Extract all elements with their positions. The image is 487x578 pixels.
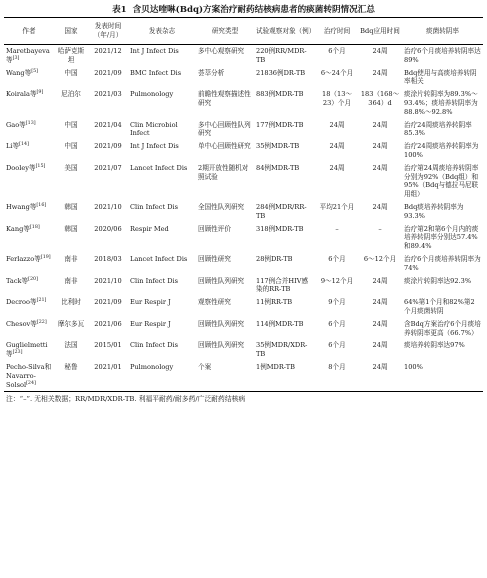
subjects-cell-text: 28例DR-TB [256, 254, 293, 263]
reference-marker: [5] [31, 68, 38, 74]
conversion-cell-text: 治疗6个月痰培养转阴率为74% [404, 254, 481, 272]
pub-time-cell [88, 296, 128, 318]
bdq-time-cell-text: 24周 [372, 163, 388, 172]
journal-cell [128, 119, 196, 141]
duration-cell [316, 318, 358, 340]
table-header-row [4, 18, 483, 45]
pub-time-cell [88, 67, 128, 89]
duration-cell-text: 24周 [329, 142, 345, 151]
subjects-cell-text: 883例MDR-TB [256, 90, 304, 99]
header-pub-time: 发表时间（年/月） [88, 18, 128, 45]
author-cell-text: Wang等 [6, 68, 32, 77]
bdq-time-cell-text: – [378, 224, 382, 233]
journal-cell-text: Int J Infect Dis [130, 142, 179, 151]
pub-time-cell [88, 119, 128, 141]
study-type-cell [196, 361, 254, 392]
country-cell-text: 南非 [64, 254, 78, 263]
study-type-cell [196, 201, 254, 223]
conversion-cell [402, 296, 483, 318]
bdq-time-cell [358, 339, 402, 361]
subjects-cell-text: 177例MDR-TB [256, 120, 304, 129]
country-cell [54, 201, 88, 223]
duration-cell [316, 162, 358, 201]
conversion-cell-text: 治疗第2和第6个月内的痰培养转阴率分别达57.4%和89.4% [404, 224, 479, 251]
country-cell [54, 275, 88, 297]
country-cell-text: 韩国 [64, 224, 78, 233]
study-type-cell-text: 2期开放性随机对照试验 [198, 163, 249, 181]
table-row [4, 339, 483, 361]
table-row [4, 67, 483, 89]
table-number: 表1 [112, 5, 127, 15]
conversion-cell [402, 119, 483, 141]
subjects-cell-text: 84例MDR-TB [256, 163, 300, 172]
conversion-cell-text: 治疗6个月痰培养转阴率达89% [404, 47, 481, 64]
country-cell-text: 韩国 [64, 202, 78, 211]
pub-time-cell [88, 223, 128, 253]
table-row [4, 140, 483, 162]
study-type-cell-text: 回顾性队列研究 [198, 341, 245, 350]
pub-time-cell-text: 2021/09 [94, 298, 122, 307]
bdq-time-cell-text: 24周 [372, 47, 388, 55]
pub-time-cell [88, 201, 128, 223]
conversion-cell [402, 140, 483, 162]
duration-cell-text: 6个月 [328, 341, 346, 350]
journal-cell-text: Pulmonology [130, 90, 174, 99]
country-cell [54, 119, 88, 141]
country-cell [54, 223, 88, 253]
table-row [4, 318, 483, 340]
bdq-time-cell-text: 24周 [372, 319, 388, 328]
author-cell [4, 361, 54, 392]
country-cell [54, 45, 88, 67]
author-cell [4, 318, 54, 340]
pub-time-cell [88, 45, 128, 67]
journal-cell-text: Clin Infect Dis [130, 276, 179, 285]
study-type-cell [196, 45, 254, 67]
pub-time-cell-text: 2021/10 [94, 276, 122, 285]
bdq-time-cell [358, 318, 402, 340]
study-type-cell [196, 275, 254, 297]
study-type-cell [196, 119, 254, 141]
study-type-cell-text: 回顾性评价 [198, 224, 231, 233]
author-cell-text: Koirala等 [6, 90, 37, 99]
conversion-cell [402, 318, 483, 340]
study-type-cell [196, 162, 254, 201]
duration-cell [316, 201, 358, 223]
subjects-cell [254, 275, 316, 297]
journal-cell [128, 88, 196, 118]
table-row [4, 275, 483, 297]
journal-cell [128, 361, 196, 392]
country-cell-text: 中国 [64, 68, 78, 77]
pub-time-cell [88, 361, 128, 392]
duration-cell-text: 9～12个月 [320, 276, 354, 285]
pub-time-cell-text: 2021/07 [94, 163, 122, 172]
subjects-cell-text: 35例MDR-TB [256, 142, 300, 151]
journal-cell-text: Lancet Infect Dis [130, 254, 188, 263]
subjects-cell-text: 114例MDR-TB [256, 319, 304, 328]
conversion-cell-text: 治疗第24周痰培养转阴率分别为92%（Bdq组）和95%（Bdq与德拉马尼联用组） [404, 163, 479, 199]
journal-cell-text: Clin Microbiol Infect [130, 120, 178, 138]
conversion-cell-text: Bdq痰培养转阴率为93.3% [404, 202, 464, 220]
study-type-cell-text: 多中心回顾性队列研究 [198, 120, 251, 138]
bdq-time-cell-text: 24周 [372, 142, 388, 151]
pub-time-cell-text: 2015/01 [94, 341, 122, 350]
study-type-cell [196, 339, 254, 361]
duration-cell [316, 223, 358, 253]
author-cell-text: Hwang等 [6, 202, 37, 211]
country-cell [54, 296, 88, 318]
country-cell-text: 比利时 [61, 298, 81, 307]
conversion-cell [402, 275, 483, 297]
journal-cell [128, 253, 196, 275]
study-type-cell [196, 318, 254, 340]
duration-cell [316, 45, 358, 67]
pub-time-cell [88, 318, 128, 340]
conversion-cell-text: 治疗24周痰培养转阴率85.3% [404, 120, 472, 138]
table-row [4, 119, 483, 141]
duration-cell [316, 67, 358, 89]
reference-marker: [21] [36, 298, 47, 304]
study-type-cell-text: 观察性研究 [198, 298, 231, 307]
conversion-cell-text: 64%第1个月和82%第2个月痰菌转阴 [404, 298, 475, 315]
conversion-cell [402, 201, 483, 223]
conversion-cell-text: 痰涂片转阴率达92.3% [404, 276, 472, 285]
author-cell-text: Chesov等 [6, 319, 37, 328]
author-cell [4, 140, 54, 162]
duration-cell-text: 6～24个月 [320, 68, 354, 77]
country-cell-text: 摩尔多瓦 [57, 319, 85, 328]
author-cell [4, 275, 54, 297]
bdq-time-cell-text: 24周 [372, 120, 388, 129]
subjects-cell [254, 119, 316, 141]
author-cell [4, 67, 54, 89]
subjects-cell [254, 318, 316, 340]
journal-cell [128, 162, 196, 201]
subjects-cell-text: 220例RR/MDR-TB [256, 47, 307, 64]
journal-cell-text: Clin Infect Dis [130, 202, 179, 211]
conversion-cell-text: 痰培养转阴率达97% [404, 341, 465, 350]
subjects-cell [254, 339, 316, 361]
study-type-cell-text: 单中心回顾性研究 [198, 142, 251, 151]
journal-cell-text: Respir Med [130, 224, 169, 233]
reference-marker: [14] [19, 142, 29, 148]
table-caption [4, 4, 483, 17]
country-cell [54, 361, 88, 392]
bdq-time-cell [358, 88, 402, 118]
journal-cell-text: BMC Infect Dis [130, 68, 182, 77]
duration-cell [316, 119, 358, 141]
author-cell [4, 339, 54, 361]
header-subjects: 试验观察对象（例） [254, 18, 316, 45]
subjects-cell-text: 11例RR-TB [256, 298, 293, 307]
table-row [4, 88, 483, 118]
subjects-cell-text: 35例MDR/XDR-TB [256, 341, 308, 359]
author-cell-text: Kang等 [6, 224, 30, 233]
author-cell-text: Pecho-Silva和Navarro-Solsol [6, 362, 52, 389]
country-cell-text: 南非 [64, 276, 78, 285]
pub-time-cell-text: 2021/10 [94, 202, 122, 211]
journal-cell-text: Lancet Infect Dis [130, 163, 188, 172]
study-type-cell-text: 回顾性队列研究 [198, 319, 245, 328]
study-type-cell [196, 296, 254, 318]
bdq-time-cell [358, 275, 402, 297]
table-row [4, 45, 483, 67]
subjects-cell [254, 140, 316, 162]
journal-cell [128, 275, 196, 297]
duration-cell-text: 18（13～23）个月 [322, 90, 352, 107]
study-type-cell [196, 223, 254, 253]
study-type-cell [196, 253, 254, 275]
table-row [4, 201, 483, 223]
author-cell-text: Li等 [6, 142, 20, 151]
subjects-cell-text: 1例MDR-TB [256, 362, 296, 371]
subjects-cell [254, 223, 316, 253]
journal-cell-text: Clin Infect Dis [130, 341, 179, 350]
reference-marker: [16] [36, 202, 47, 208]
duration-cell-text: 8个月 [328, 362, 346, 371]
header-journal: 发表杂志 [128, 18, 196, 45]
author-cell-text: Ferlazzo等 [6, 254, 41, 263]
duration-cell [316, 361, 358, 392]
journal-cell [128, 45, 196, 67]
table-body [4, 45, 483, 392]
conversion-cell-text: 含Bdq方案治疗6个月痰培养转阴率更高（66.7%） [404, 319, 481, 337]
header-author: 作者 [4, 18, 54, 45]
pub-time-cell-text: 2021/04 [94, 120, 122, 129]
reference-marker: [15] [35, 163, 46, 169]
duration-cell-text: 24周 [329, 163, 345, 172]
duration-cell [316, 140, 358, 162]
conversion-cell [402, 45, 483, 67]
reference-marker: [3] [12, 55, 20, 61]
bdq-time-cell-text: 24周 [372, 202, 388, 211]
pub-time-cell [88, 275, 128, 297]
duration-cell-text: 平均21个月 [319, 202, 355, 211]
author-cell-text: Guglielmetti等 [6, 341, 48, 359]
bdq-time-cell [358, 253, 402, 275]
study-type-cell-text: 回顾性研究 [198, 254, 231, 263]
bdq-time-cell-text: 6～12个月 [363, 254, 397, 263]
country-cell [54, 318, 88, 340]
pub-time-cell [88, 339, 128, 361]
country-cell [54, 67, 88, 89]
conversion-cell-text: Bdq使用与高痰培养转阴率相关 [404, 68, 477, 86]
conversion-cell-text: 治疗24周痰培养转阴率为100% [404, 142, 479, 159]
author-cell [4, 253, 54, 275]
author-cell [4, 223, 54, 253]
author-cell [4, 162, 54, 201]
author-cell [4, 88, 54, 118]
journal-cell [128, 296, 196, 318]
study-type-cell-text: 回顾性队列研究 [198, 276, 245, 285]
table-row [4, 223, 483, 253]
subjects-cell-text: 21836例DR-TB [256, 68, 306, 77]
country-cell [54, 140, 88, 162]
duration-cell [316, 296, 358, 318]
pub-time-cell-text: 2021/09 [94, 68, 122, 77]
journal-cell-text: Pulmonology [130, 362, 174, 371]
author-cell-text: Decroo等 [6, 298, 37, 307]
country-cell [54, 162, 88, 201]
header-duration: 治疗时间 [316, 18, 358, 45]
bdq-time-cell-text: 183（168～364）d [360, 90, 400, 107]
header-bdq-time: Bdq应用时间 [358, 18, 402, 45]
bdq-time-cell [358, 119, 402, 141]
country-cell-text: 中国 [64, 142, 78, 151]
reference-marker: [9] [36, 90, 44, 96]
journal-cell-text: Eur Respir J [130, 319, 171, 328]
country-cell [54, 88, 88, 118]
pub-time-cell [88, 140, 128, 162]
pub-time-cell [88, 253, 128, 275]
study-type-cell-text: 荟萃分析 [198, 68, 225, 77]
journal-cell [128, 318, 196, 340]
author-cell-text: Tack等 [6, 276, 29, 285]
pub-time-cell [88, 88, 128, 118]
country-cell [54, 339, 88, 361]
conversion-cell [402, 223, 483, 253]
study-type-cell [196, 140, 254, 162]
country-cell-text: 中国 [64, 120, 78, 129]
pub-time-cell [88, 162, 128, 201]
conversion-cell [402, 67, 483, 89]
conversion-cell [402, 361, 483, 392]
reference-marker: [23] [12, 350, 23, 356]
journal-cell [128, 67, 196, 89]
duration-cell-text: 24周 [329, 120, 345, 129]
country-cell [54, 253, 88, 275]
reference-marker: [24] [26, 380, 36, 386]
bdq-time-cell-text: 24周 [372, 362, 388, 371]
subjects-cell-text: 284例MDR/RR-TB [256, 202, 307, 220]
header-country: 国家 [54, 18, 88, 45]
subjects-cell [254, 296, 316, 318]
subjects-cell-text: 117例合并HIV感染的RR-TB [256, 276, 309, 294]
duration-cell-text: 6个月 [328, 254, 346, 263]
study-type-cell-text: 全国性队列研究 [198, 202, 245, 211]
pub-time-cell-text: 2018/03 [94, 254, 122, 263]
bdq-time-cell [358, 67, 402, 89]
journal-cell-text: Int J Infect Dis [130, 47, 179, 55]
bdq-time-cell-text: 24周 [372, 276, 388, 285]
pub-time-cell-text: 2021/06 [94, 319, 122, 328]
subjects-cell [254, 361, 316, 392]
country-cell-text: 哈萨克斯坦 [57, 47, 85, 64]
bdq-time-cell [358, 296, 402, 318]
duration-cell [316, 339, 358, 361]
conversion-cell [402, 253, 483, 275]
reference-marker: [13] [25, 120, 36, 126]
bdq-time-cell [358, 45, 402, 67]
pub-time-cell-text: 2021/03 [94, 90, 122, 99]
table-row [4, 162, 483, 201]
subjects-cell [254, 88, 316, 118]
conversion-cell-text: 100% [404, 362, 423, 371]
pub-time-cell-text: 2021/09 [94, 142, 122, 151]
bdq-time-cell-text: 24周 [372, 341, 388, 350]
summary-table [4, 17, 483, 392]
reference-marker: [20] [28, 276, 38, 282]
study-type-cell-text: 前瞻性观察描述性研究 [198, 90, 251, 107]
author-cell-text: Dooley等 [6, 163, 36, 172]
table-row [4, 361, 483, 392]
study-type-cell [196, 67, 254, 89]
subjects-cell-text: 318例MDR-TB [256, 224, 304, 233]
table-footnote: 注：“–”. 无相关数据；RR/MDR/XDR-TB. 利福平耐药/耐多药/广泛耐药结核病 [6, 395, 246, 404]
bdq-time-cell [358, 361, 402, 392]
country-cell-text: 美国 [64, 163, 78, 172]
author-cell [4, 45, 54, 67]
header-study-type: 研究类型 [196, 18, 254, 45]
country-cell-text: 法国 [64, 341, 78, 350]
duration-cell-text: 9个月 [328, 298, 346, 307]
author-cell [4, 119, 54, 141]
study-type-cell [196, 88, 254, 118]
table-title: 含贝达喹啉(Bdq)方案治疗耐药结核病患者的痰菌转阴情况汇总 [132, 5, 375, 15]
table-row [4, 253, 483, 275]
bdq-time-cell-text: 24周 [372, 68, 388, 77]
header-conversion: 痰菌转阴率 [402, 18, 483, 45]
duration-cell-text: 6个月 [328, 47, 346, 55]
subjects-cell [254, 201, 316, 223]
reference-marker: [18] [29, 224, 40, 230]
reference-marker: [19] [40, 254, 51, 260]
pub-time-cell-text: 2020/06 [94, 224, 122, 233]
journal-cell [128, 223, 196, 253]
bdq-time-cell-text: 24周 [372, 298, 388, 307]
journal-cell [128, 339, 196, 361]
conversion-cell [402, 88, 483, 118]
bdq-time-cell [358, 223, 402, 253]
author-cell [4, 296, 54, 318]
author-cell-text: Gao等 [6, 120, 26, 129]
bdq-time-cell [358, 140, 402, 162]
duration-cell [316, 88, 358, 118]
journal-cell [128, 140, 196, 162]
subjects-cell [254, 45, 316, 67]
duration-cell-text: – [335, 224, 339, 233]
conversion-cell [402, 162, 483, 201]
pub-time-cell-text: 2021/01 [94, 362, 122, 371]
pub-time-cell-text: 2021/12 [94, 47, 122, 55]
conversion-cell-text: 痰涂片转阴率为89.3%～93.4%；痰培养转阴率为88.8%～92.8% [404, 90, 478, 116]
duration-cell-text: 6个月 [328, 319, 346, 328]
study-type-cell-text: 个案 [198, 362, 212, 371]
subjects-cell [254, 253, 316, 275]
study-type-cell-text: 多中心观察研究 [198, 47, 245, 55]
bdq-time-cell [358, 162, 402, 201]
conversion-cell [402, 339, 483, 361]
table-row [4, 296, 483, 318]
subjects-cell [254, 162, 316, 201]
duration-cell [316, 253, 358, 275]
author-cell [4, 201, 54, 223]
country-cell-text: 尼泊尔 [61, 90, 81, 99]
journal-cell [128, 201, 196, 223]
country-cell-text: 秘鲁 [64, 362, 78, 371]
duration-cell [316, 275, 358, 297]
journal-cell-text: Eur Respir J [130, 298, 171, 307]
author-cell-text: Maretbayeva等 [6, 47, 50, 64]
subjects-cell [254, 67, 316, 89]
bdq-time-cell [358, 201, 402, 223]
reference-marker: [22] [36, 319, 47, 325]
